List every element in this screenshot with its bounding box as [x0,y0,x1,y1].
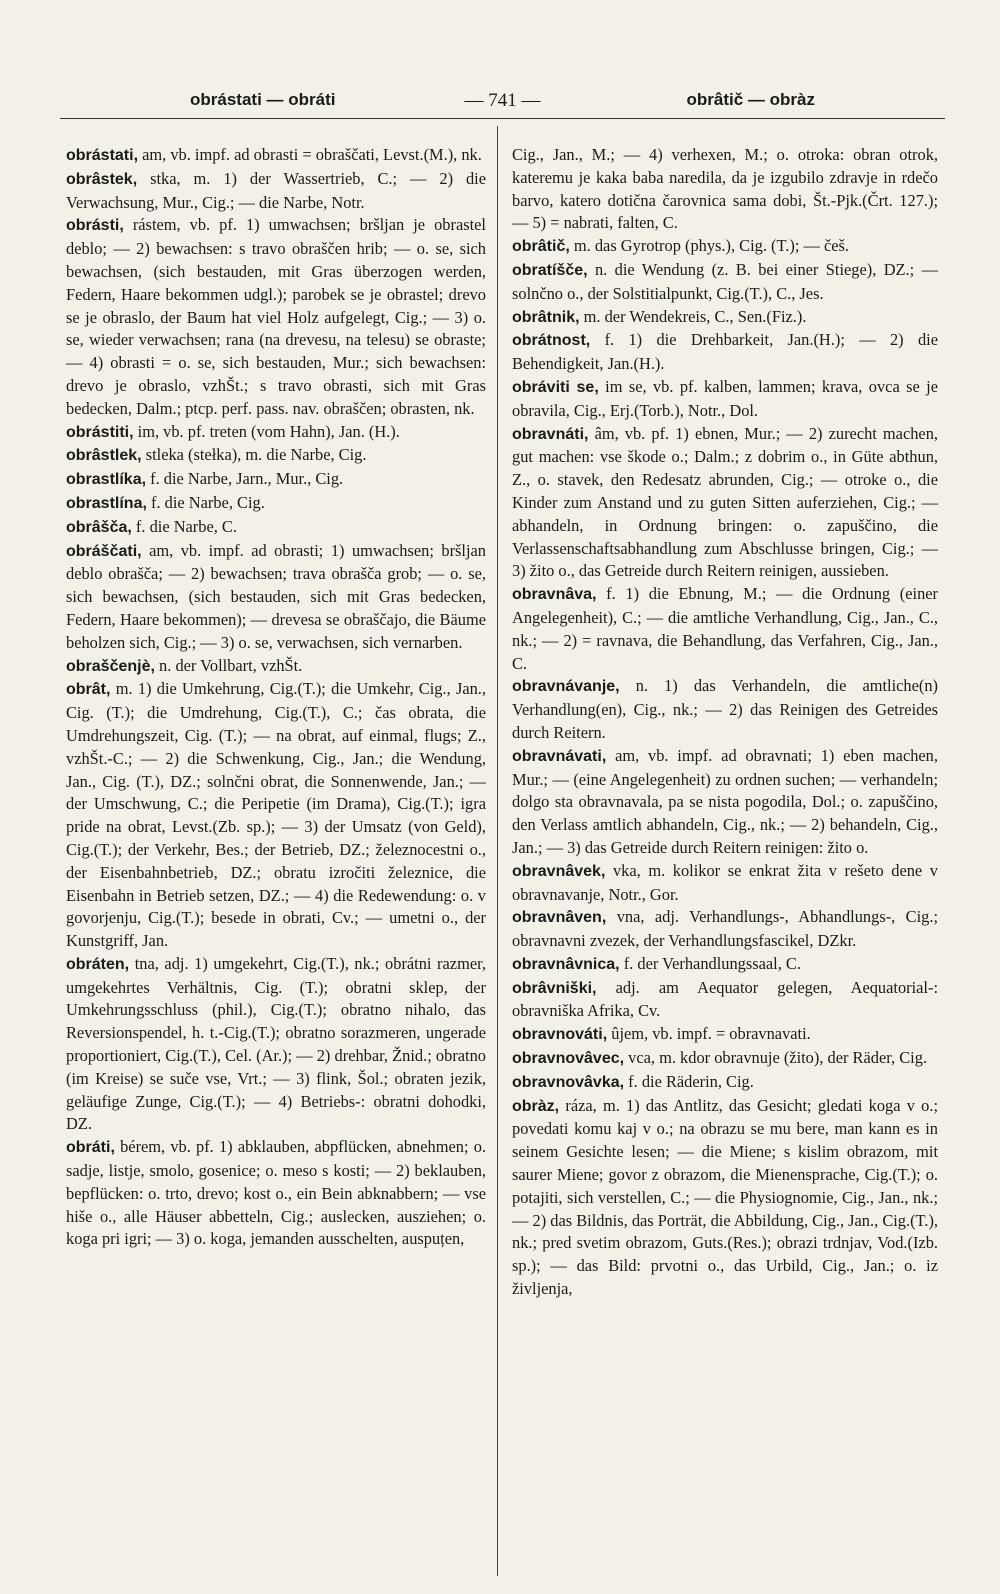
entry-headword: obravnâvek, [512,862,606,880]
entry-headword: obrâstek, [66,170,138,188]
entry-definition: am, vb. impf. ad obravnati; 1) eben machen, Mur.; — (eine Angelegenheit) zu ordnen suchen; — verhandeln; dolgo sta obravnavala, pa se nista pogodila, Dol.; o. zapuščino, den Verlass amtlich abhandeln, Cig., nk.; — 2) behandeln, Cig., Jan.; — 3) das Getreide durch Reitern reinigen: žito o. [512,745,938,857]
entry-definition: n. der Vollbart, vzhŠt. [159,655,303,675]
entry-headword: obrastlína, [66,494,147,512]
entry-headword: obráviti se, [512,378,599,396]
entry-headword: obravnáti, [512,425,589,443]
dictionary-entry [512,1047,938,1071]
header-left-guideword: obrástati — obráti [190,90,336,109]
entry-headword: obrât, [66,681,111,699]
entry-definition: m. das Gyrotrop (phys.), Cig. (T.); — češ. [573,236,850,256]
entry-headword: obrásti, [66,217,124,235]
entry-headword: obrâtič, [512,238,570,256]
entry-headword: obravnávanje, [512,678,620,696]
entry-definition: n. die Wendung (z. B. bei einer Stiege), DZ.; — solnčno o., der Solstitialpunkt, Cig.(T.), C., Jes. [512,259,938,303]
entry-definition: ûjem, vb. impf. = obravnavati. [611,1024,811,1044]
dictionary-entry [512,1071,938,1095]
entry-headword: obrástiti, [66,423,134,441]
entry-definition: im se, vb. pf. kalben, lammen; krava, ovca se je obravila, Cig., Erj.(Torb.), Notr., Dol. [512,376,938,420]
dictionary-entry [512,259,938,306]
entry-headword: obráti, [66,1139,115,1157]
entry-headword: obrâstlek, [66,447,142,465]
entry-definition: f. die Räderin, Cig. [628,1071,754,1091]
dictionary-entry [512,1023,938,1047]
entry-headword: obrâtnik, [512,308,580,326]
dictionary-entry [512,1095,938,1301]
dictionary-entry [512,977,938,1024]
entry-definition: Cig., Jan., M.; — 4) verhexen, M.; o. otroka: obran otrok, kateremu je kaka baba naredila, da je izgubilo zdravje in rdečo barvo, katero dotična čarovnica sama dobi, Št.-Pjk.(Črt. 127.); — 5) = nabrati, falten, C. [512,145,938,233]
right-column [512,144,938,1301]
entry-definition: m. der Wendekreis, C., Sen.(Fiz.). [583,306,807,326]
entry-headword: obratíšče, [512,261,588,279]
entry-headword: obrástati, [66,147,139,164]
entry-headword: obravnováti, [512,1026,608,1044]
dictionary-entry [512,583,938,675]
entry-definition: f. die Narbe, Jarn., Mur., Cig. [150,469,344,489]
entry-headword: obravnovâvka, [512,1073,625,1091]
entry-headword: obrâšča, [66,518,132,536]
entry-definition: m. 1) die Umkehrung, Cig.(T.); die Umkehr, Cig., Jan., Cig. (T.); die Umdrehung, Cig.(T.), C.; čas obrata, die Umdrehungszeit, Cig. (T.); — na obrat, auf einmal, flugs; Z., vzhŠt.-C.; — 2) die Schwenkung, Cig., Jan.; die Wendung, Jan., Cig. (T.), DZ.; solnčni obrat, die Sonnenwende, Jan.; — der Umschwung, C.; die Peripetie (im Drama), Cig.(T.); igra pride na obrat, Levst.(Zb. sp.); — 3) der Umsatz (von Geld), Cig.(T.); der Verkehr, Bes.; der Betrieb, DZ.; železnocestni o., der Eisenbahnbetrieb, DZ.; obratu izročiti železnice, die Eisenbahn in Betrieb setzen, DZ.; — 4) die Redewendung: o. v govorjenju, Cig.(T.); besede in obrati, Cv.; — umetni o., der Kunstgriff, Jan. [66,679,486,951]
entry-definition: vca, m. kdor obravnuje (žito), der Räder, Cig. [628,1048,928,1068]
entry-definition: vna, adj. Verhandlungs-, Abhandlungs-, Cig.; obravnavni zvezek, der Verhandlungsfascikel, DZkr. [512,907,938,951]
entry-definition: ráza, m. 1) das Antlitz, das Gesicht; gledati koga v o.; povedati komu kaj v o.; na obrazu se mu bere, man kann es in seinem Gesichte lesen; — die Miene; s kislim obrazom, mit saurer Miene; govor z obrazom, die Mienensprache, Cig.(T.); o. potajiti, sich verstellen, C.; — die Physiognomie, Cig., Jan., nk.; — 2) das Bildnis, das Porträt, die Abbildung, Cig., Jan., Cig.(T.), nk.; pred svetim obrazom, Guts.(Res.); obrazi trdnjav, Vod.(Izb. sp.); — das Bild: prvotni o., das Urbild, Cig., Jan.; o. iz življenja, [512,1095,938,1299]
entry-definition: f. 1) die Ebnung, M.; — die Ordnung (einer Angelegenheit), C.; — die amtliche Verhandlung, Cig., Jan., C., nk.; — 2) = ravnava, die Behandlung, das Verfahren, Cig., Jan., C. [512,584,938,673]
entry-headword: obravnâven, [512,909,607,927]
entry-definition: am, vb. impf. ad obrasti; 1) umwachsen; bršljan deblo obrašča; — 2) bewachsen; trava obrašča grob; — o. se, sich bewachsen, (sich bestauden, sich mit Gras bedecken, Federn, Haare bekommen); — drevesa se obraščajo, die Bäume beholzen sich, Cig.; — 3) o. se, verwachsen, sich vernarben. [66,540,486,652]
entry-headword: obravnávati, [512,747,607,765]
dictionary-entry [512,745,938,860]
entry-headword: obravnâvnica, [512,955,620,973]
entry-definition: f. die Narbe, C. [135,516,237,536]
dictionary-entry [66,468,486,492]
entry-definition: am, vb. impf. ad obrasti = obraščati, Levst.(M.), nk. [142,145,482,164]
column-divider [497,126,498,1576]
dictionary-entry [66,540,486,655]
dictionary-entry [512,423,938,584]
entry-definition: f. die Narbe, Cig. [151,492,265,512]
dictionary-entry [512,329,938,376]
dictionary-entry [512,235,938,259]
entry-definition: rástem, vb. pf. 1) umwachsen; bršljan je obrastel deblo; — 2) bewachsen: s travo obraščen hrib; — o. se, sich bewachsen, (sich bestauden, mit Gras überzogen werden, Federn, Haare bekommen udgl.); parobek se je obrastel; drevo se je obraslo, der Baum hat viel Holz aufgelegt, Cig.; — 3) o. se, wieder verwachsen; rana (na drevesu, na telesu) se obraste; — 4) obrasti = o. se, sich bestauden, Mur.; sich bewachsen: drevo je obraslo, vzhŠt.; s travo obrasti, sich mit Gras bedecken, Dalm.; ptcp. perf. pass. nav. obraščen; obrasten, nk. [66,215,486,418]
entry-definition: adj. am Aequator gelegen, Aequatorial-: obravniška Afrika, Cv. [512,977,938,1021]
dictionary-entry [66,655,486,679]
dictionary-entry [512,906,938,953]
dictionary-entry [66,678,486,953]
dictionary-entry [66,516,486,540]
entry-headword: obráten, [66,955,130,973]
dictionary-entry [66,168,486,215]
dictionary-entry [66,421,486,445]
entry-headword: obrâvniški, [512,979,597,997]
dictionary-entry [66,444,486,468]
dictionary-entry [66,214,486,420]
dictionary-entry [512,306,938,330]
page-number: — 741 — [464,90,541,111]
entry-headword: obravnovâvec, [512,1050,625,1068]
dictionary-entry [66,953,486,1136]
entry-headword: obraščenjè, [66,657,155,675]
dictionary-entry [512,144,938,235]
dictionary-entry [512,675,938,744]
entry-definition: n. 1) das Verhandeln, die amtliche(n) Verhandlung(en), Cig., nk.; — 2) das Reinigen des Getreides durch Reitern. [512,676,938,742]
dictionary-entry [66,492,486,516]
entry-headword: obrastlíka, [66,471,147,489]
dictionary-entry [512,376,938,423]
dictionary-entry [66,144,486,168]
entry-definition: f. 1) die Drehbarkeit, Jan.(H.); — 2) die Behendigkeit, Jan.(H.). [512,330,938,374]
left-column [66,144,486,1251]
entry-definition: vka, m. kolikor se enkrat žita v rešeto dene v obravnavanje, Notr., Gor. [512,860,938,904]
entry-definition: tna, adj. 1) umgekehrt, Cig.(T.), nk.; obrátni razmer, umgekehrtes Verhältnis, Cig. (T.); obratni sklep, der Umkehrungsschluss (phil.), Cig.(T.); obratno nihalo, das Reversionspendel, h. t.-Cig.(T.); obratno sorazmeren, ungerade proportioniert, Cig.(T.), Cel. (Ar.); — 2) drehbar, Žnid.; obratno (im Kreise) se suče vse, Vrt.; — 3) flink, Šol.; obraten jezik, geläufige Zunge, Cig.(T.); — 4) Betriebs-: obratni dohodki, DZ. [66,953,486,1134]
entry-definition: âm, vb. pf. 1) ebnen, Mur.; — 2) zurecht machen, gut machen: vse škode o.; Dalm.; z dobrim o., in Güte abthun, Z., o. stavek, den Redesatz abrunden, Cig.; — otroke o., die Kinder zum Anstand und zu guten Sitten auferziehen, Cig.; — abhandeln, in Ordnung bringen: o. zapuščino, die Verlassenschaftsabhandlung zum Abschlusse bringen, Cig.; — 3) žito o., das Getreide durch Reitern reinigen, aussieben. [512,423,938,581]
entry-headword: obráščati, [66,542,142,560]
dictionary-entry [66,1136,486,1251]
header-right-guideword: obrâtič — obràz [686,90,815,109]
entry-headword: obràz, [512,1097,560,1115]
entry-definition: im, vb. pf. treten (vom Hahn), Jan. (H.). [137,421,400,441]
entry-definition: stleka (stełka), m. die Narbe, Cig. [145,445,367,465]
dictionary-entry [512,953,938,977]
entry-definition: stka, m. 1) der Wassertrieb, C.; — 2) die Verwachsung, Mur., Cig.; — die Narbe, Notr. [66,168,486,212]
entry-headword: obravnâva, [512,586,597,604]
dictionary-entry [512,860,938,907]
running-header [60,84,945,119]
entry-definition: f. der Verhandlungssaal, C. [623,953,801,973]
entry-definition: bérem, vb. pf. 1) abklauben, abpflücken, abnehmen; o. sadje, listje, smolo, gosenice; o. meso s kosti; — 2) beklauben, bepflücken: o. trto, drevo; kost o., ein Bein abknabbern; — vse hiše o., alle Häuser abbetteln, Cig.; auslecken, ausziehen; o. koga pri igri; — 3) o. koga, jemanden ausschelten, auspuțen, [66,1137,486,1249]
entry-headword: obrátnost, [512,332,591,350]
